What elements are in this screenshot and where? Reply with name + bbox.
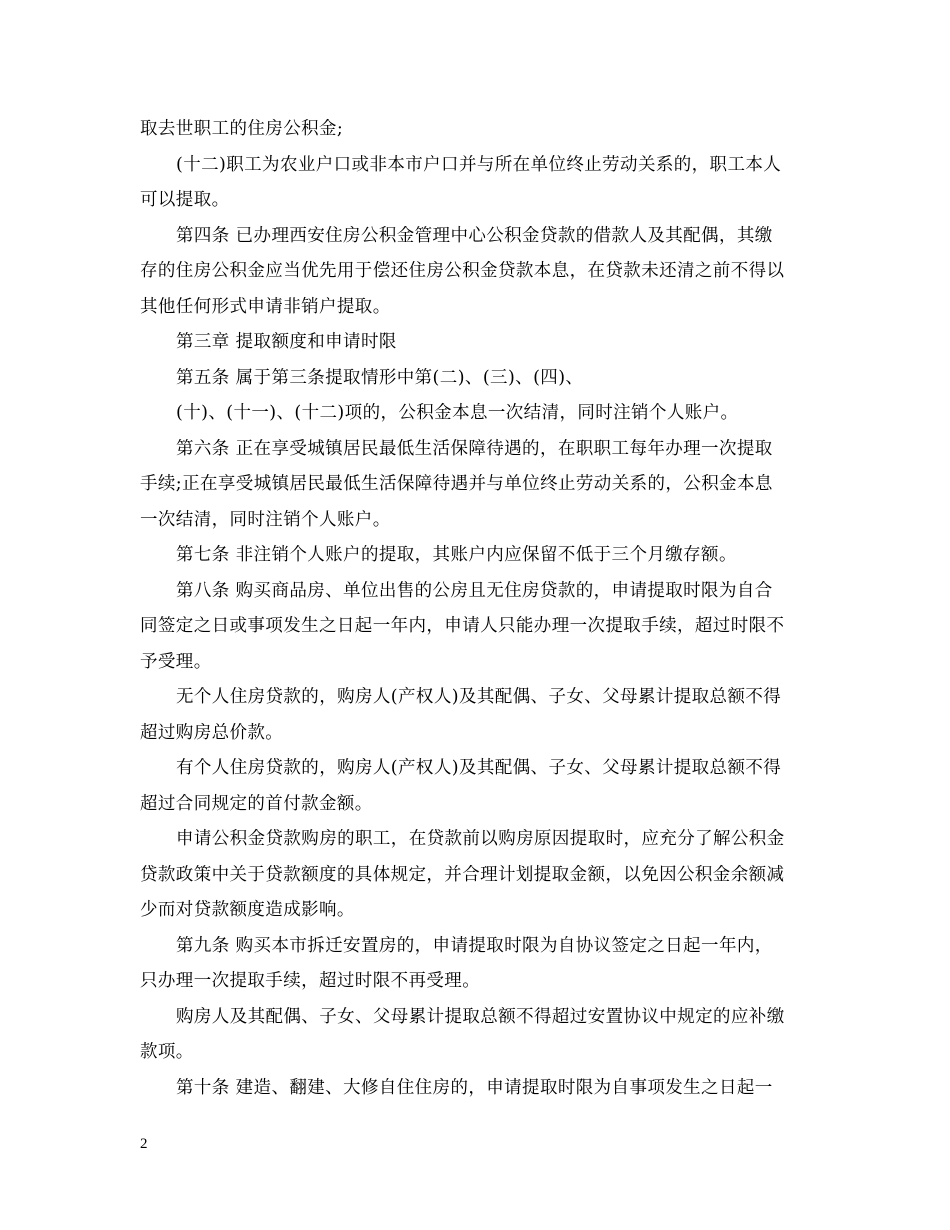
text-line: 超过购房总价款。 (140, 722, 284, 743)
text-line: 贷款政策中关于贷款额度的具体规定，并合理计划提取金额，以免因公积金余额减 (140, 864, 785, 885)
text-line: 取去世职工的住房公积金; (140, 119, 344, 139)
text-line: 手续;正在享受城镇居民最低生活保障待遇并与单位终止劳动关系的，公积金本息 (140, 474, 773, 494)
document-body (140, 112, 812, 1106)
text-line: 超过合同规定的首付款金额。 (140, 793, 373, 814)
page-number: 2 (140, 1136, 148, 1152)
text-line: 少而对贷款额度造成影响。 (140, 900, 355, 920)
text-line: 存的住房公积金应当优先用于偿还住房公积金贷款本息，在贷款未还清之前不得以 (140, 261, 785, 281)
text-line: 第三章 提取额度和申请时限 (176, 332, 397, 352)
text-line: 第九条 购买本市拆迁安置房的，申请提取时限为自协议签定之日起一年内， (176, 935, 773, 956)
text-line: 有个人住房贷款的，购房人(产权人)及其配偶、子女、父母累计提取总额不得 (176, 758, 782, 778)
text-line: 第十条 建造、翻建、大修自住住房的，申请提取时限为自事项发生之日起一 (176, 1077, 773, 1098)
text-line: 第五条 属于第三条提取情形中第(二)、(三)、(四)、 (176, 367, 584, 388)
text-line: 申请公积金贷款购房的职工，在贷款前以购房原因提取时，应充分了解公积金 (176, 829, 785, 849)
text-line: 其他任何形式申请非销户提取。 (140, 296, 391, 317)
text-line: 同签定之日或事项发生之日起一年内，申请人只能办理一次提取手续，超过时限不 (140, 616, 785, 636)
text-line: 第六条 正在享受城镇居民最低生活保障待遇的，在职职工每年办理一次提取 (176, 438, 773, 459)
text-line: 款项。 (140, 1042, 194, 1062)
text-line: 予受理。 (140, 651, 212, 672)
text-line: (十二)职工为农业户口或非本市户口并与所在单位终止劳动关系的，职工本人 (176, 154, 782, 175)
text-line: 第四条 已办理西安住房公积金管理中心公积金贷款的借款人及其配偶，其缴 (176, 225, 773, 246)
text-line: 可以提取。 (140, 190, 230, 210)
text-line: 只办理一次提取手续，超过时限不再受理。 (140, 971, 481, 991)
text-line: 购房人及其配偶、子女、父母累计提取总额不得超过安置协议中规定的应补缴 (176, 1006, 785, 1027)
text-line: (十)、(十一)、(十二)项的，公积金本息一次结清，同时注销个人账户。 (176, 403, 739, 423)
text-line: 第八条 购买商品房、单位出售的公房且无住房贷款的，申请提取时限为自合 (176, 580, 773, 601)
text-line: 无个人住房贷款的，购房人(产权人)及其配偶、子女、父母累计提取总额不得 (176, 687, 782, 707)
text-line: 一次结清，同时注销个人账户。 (140, 509, 391, 530)
text-line: 第七条 非注销个人账户的提取，其账户内应保留不低于三个月缴存额。 (176, 545, 737, 565)
